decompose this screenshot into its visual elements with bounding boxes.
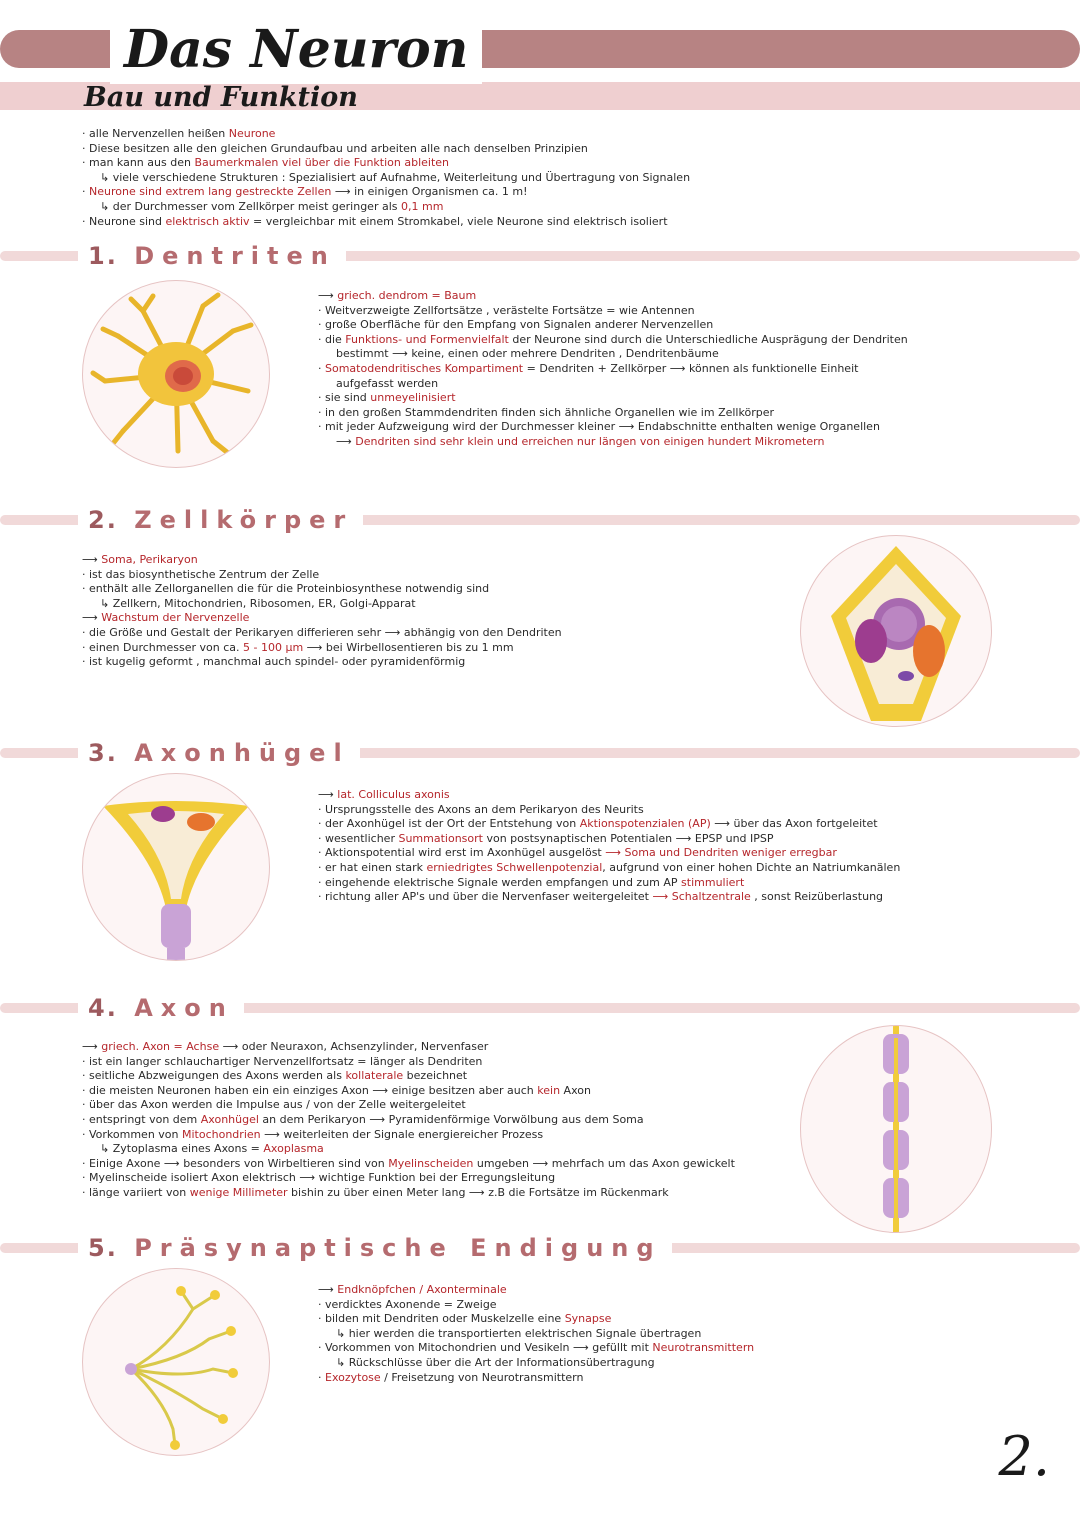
text-line bbox=[318, 890, 900, 905]
section-text-5 bbox=[318, 1283, 754, 1385]
text-segment: · über das Axon werden die Impulse aus / von der Zelle weitergeleitet bbox=[82, 1098, 466, 1112]
text-segment: · Vorkommen von Mitochondrien und Vesikeln ⟶ gefüllt mit bbox=[318, 1341, 653, 1355]
highlighted-text: Wachstum der Nervenzelle bbox=[101, 611, 250, 625]
text-line bbox=[318, 1356, 754, 1371]
text-line bbox=[318, 876, 900, 891]
text-segment: · verdicktes Axonende = Zweige bbox=[318, 1297, 497, 1311]
highlighted-text: Funktions- und Formenvielfalt bbox=[345, 332, 509, 346]
highlighted-text: Synapse bbox=[564, 1312, 612, 1326]
text-line bbox=[318, 435, 908, 450]
text-segment: · sie sind bbox=[318, 391, 371, 405]
section-heading-4: 4. Axon bbox=[78, 990, 244, 1026]
text-line bbox=[318, 377, 908, 392]
text-segment: · ist das biosynthetische Zentrum der Zelle bbox=[82, 567, 320, 581]
text-line bbox=[82, 215, 1042, 230]
text-segment: · Einige Axone ⟶ besonders von Wirbeltieren sind von bbox=[82, 1156, 389, 1170]
highlighted-text: stimmuliert bbox=[681, 875, 745, 889]
text-segment: · die bbox=[318, 332, 346, 346]
text-segment: · Aktionspotential wird erst im Axonhügel ausgelöst bbox=[318, 846, 606, 860]
text-segment: ↳ viele verschiedene Strukturen : Spezialisiert auf Aufnahme, Weiterleitung und Übertragung von Signalen bbox=[100, 170, 691, 184]
axon-illustration bbox=[800, 1025, 992, 1233]
text-line bbox=[82, 568, 562, 583]
text-line bbox=[82, 156, 1042, 171]
text-segment: bishin zu über einen Meter lang ⟶ z.B die Fortsätze im Rückenmark bbox=[287, 1185, 669, 1199]
text-line bbox=[82, 171, 1042, 186]
text-segment: · enthält alle Zellorganellen die für die Proteinbiosynthese notwendig sind bbox=[82, 582, 490, 596]
intro-list bbox=[82, 127, 1042, 229]
text-segment: bestimmt ⟶ keine, einen oder mehrere Dendriten , Dendritenbäume bbox=[336, 347, 719, 361]
highlighted-text: Endknöpfchen / Axonterminale bbox=[337, 1283, 507, 1296]
text-segment: · einen Durchmesser von ca. bbox=[82, 640, 243, 654]
text-segment: · die Größe und Gestalt der Perikaryen differieren sehr ⟶ abhängig von den Dendriten bbox=[82, 625, 562, 639]
text-segment: ↳ der Durchmesser vom Zellkörper meist geringer als bbox=[100, 199, 401, 213]
text-segment: / Freisetzung von Neurotransmittern bbox=[380, 1370, 584, 1384]
dendrite-illustration bbox=[82, 280, 270, 468]
text-segment: , aufgrund von einer hohen Dichte an Natriumkanälen bbox=[602, 860, 901, 874]
section-heading-1: 1. Dentriten bbox=[78, 238, 346, 274]
text-segment: · seitliche Abzweigungen des Axons werden als bbox=[82, 1069, 346, 1083]
highlighted-text: Mitochondrien bbox=[182, 1127, 261, 1141]
text-line bbox=[318, 420, 908, 435]
text-line bbox=[82, 200, 1042, 215]
text-line bbox=[318, 1298, 754, 1313]
axon-hillock-illustration bbox=[82, 773, 270, 961]
text-segment: · Weitverzweigte Zellfortsätze , verästelte Fortsätze = wie Antennen bbox=[318, 303, 695, 317]
text-line bbox=[82, 1069, 735, 1084]
highlighted-text: Axoplasma bbox=[263, 1142, 324, 1156]
text-line bbox=[82, 626, 562, 641]
highlighted-text: Soma, Perikaryon bbox=[101, 553, 198, 566]
page-subtitle: Bau und Funktion bbox=[84, 82, 358, 113]
highlighted-text: Exozytose bbox=[325, 1370, 381, 1384]
text-segment: · mit jeder Aufzweigung wird der Durchmesser kleiner ⟶ Endabschnitte enthalten wenige Organellen bbox=[318, 420, 880, 434]
highlighted-text: griech. Axon = Achse bbox=[101, 1040, 220, 1053]
highlighted-text: Neurone sind extrem lang gestreckte Zellen bbox=[89, 185, 332, 199]
text-line bbox=[318, 817, 900, 832]
section-text-3 bbox=[318, 788, 900, 905]
text-segment: · bbox=[318, 361, 325, 375]
highlighted-text: Neurotransmittern bbox=[652, 1341, 755, 1355]
text-segment: umgeben ⟶ mehrfach um das Axon gewickelt bbox=[473, 1156, 735, 1170]
text-segment: ⟶ in einigen Organismen ca. 1 m! bbox=[331, 185, 528, 199]
text-segment: · große Oberfläche für den Empfang von Signalen anderer Nervenzellen bbox=[318, 318, 714, 332]
text-line bbox=[82, 1040, 735, 1055]
page-title: Das Neuron bbox=[110, 16, 482, 84]
text-segment: · ist kugelig geformt , manchmal auch spindel- oder pyramidenförmig bbox=[82, 655, 466, 669]
text-line bbox=[82, 1113, 735, 1128]
highlighted-text: Neurone bbox=[228, 127, 276, 140]
text-segment: von postsynaptischen Potentialen ⟶ EPSP und IPSP bbox=[482, 831, 774, 845]
text-segment: · in den großen Stammdendriten finden sich ähnliche Organellen wie im Zellkörper bbox=[318, 405, 774, 419]
text-line bbox=[318, 1341, 754, 1356]
text-line bbox=[318, 362, 908, 377]
text-segment: ↳ Zytoplasma eines Axons = bbox=[100, 1142, 264, 1156]
text-segment: ⟶ bbox=[318, 1283, 338, 1296]
highlighted-text: 0,1 mm bbox=[401, 199, 444, 213]
text-segment: ↳ Zellkern, Mitochondrien, Ribosomen, ER, Golgi-Apparat bbox=[100, 596, 416, 610]
text-segment: ⟶ bbox=[318, 788, 338, 801]
highlighted-text: Dendriten sind sehr klein und erreichen nur längen von einigen hundert Mikrometern bbox=[355, 434, 825, 448]
highlighted-text: Aktionspotenzialen (AP) bbox=[579, 817, 711, 831]
text-line bbox=[82, 1084, 735, 1099]
text-segment: · Neurone sind bbox=[82, 214, 166, 228]
text-segment: · er hat einen stark bbox=[318, 860, 427, 874]
text-segment: = vergleichbar mit einem Stromkabel, viele Neurone sind elektrisch isoliert bbox=[249, 214, 668, 228]
text-segment: bezeichnet bbox=[403, 1069, 468, 1083]
text-line bbox=[82, 1055, 735, 1070]
text-segment: ⟶ bei Wirbellosentieren bis zu 1 mm bbox=[303, 640, 514, 654]
text-line bbox=[318, 1327, 754, 1342]
text-line bbox=[82, 142, 1042, 157]
soma-illustration bbox=[800, 535, 992, 727]
highlighted-text: wenige Millimeter bbox=[189, 1185, 288, 1199]
text-segment: der Neurone sind durch die Unterschiedliche Ausprägung der Dendriten bbox=[508, 332, 908, 346]
text-segment: aufgefasst werden bbox=[336, 376, 439, 390]
text-line bbox=[318, 1371, 754, 1386]
highlighted-text: kollaterale bbox=[345, 1069, 404, 1083]
text-segment: · man kann aus den bbox=[82, 156, 195, 170]
text-line bbox=[82, 655, 562, 670]
text-segment: · die meisten Neuronen haben ein ein einziges Axon ⟶ einige besitzen aber auch bbox=[82, 1083, 538, 1097]
text-segment: · Vorkommen von bbox=[82, 1127, 182, 1141]
text-line bbox=[82, 1186, 735, 1201]
text-segment: · der Axonhügel ist der Ort der Entstehung von bbox=[318, 817, 580, 831]
highlighted-text: elektrisch aktiv bbox=[165, 214, 250, 228]
text-segment: ⟶ bbox=[82, 1040, 102, 1053]
text-line bbox=[318, 832, 900, 847]
text-line bbox=[82, 1128, 735, 1143]
text-segment: , sonst Reizüberlastung bbox=[750, 890, 884, 904]
highlighted-text: ⟶ Soma und Dendriten weniger erregbar bbox=[605, 846, 837, 860]
section-text-2 bbox=[82, 553, 562, 670]
text-segment: ⟶ oder Neuraxon, Achsenzylinder, Nervenfaser bbox=[219, 1040, 489, 1053]
highlighted-text: Summationsort bbox=[398, 831, 483, 845]
text-line bbox=[318, 788, 900, 803]
highlighted-text: lat. Colliculus axonis bbox=[337, 788, 450, 801]
text-line bbox=[82, 1157, 735, 1172]
text-line bbox=[82, 641, 562, 656]
highlighted-text: ⟶ Schaltzentrale bbox=[652, 890, 751, 904]
synapse-terminal-illustration bbox=[82, 1268, 270, 1456]
highlighted-text: Somatodendritisches Kompartiment bbox=[325, 361, 524, 375]
page-number: 2. bbox=[998, 1425, 1050, 1488]
text-segment: ↳ hier werden die transportierten elektrischen Signale übertragen bbox=[336, 1326, 702, 1340]
text-line bbox=[318, 391, 908, 406]
text-line bbox=[318, 803, 900, 818]
text-line bbox=[318, 1312, 754, 1327]
text-line bbox=[82, 582, 562, 597]
text-segment: · Myelinscheide isoliert Axon elektrisch ⟶ wichtige Funktion bei der Erregungsleitung bbox=[82, 1171, 556, 1185]
section-text-4 bbox=[82, 1040, 735, 1201]
text-line bbox=[82, 611, 562, 626]
text-line bbox=[82, 1171, 735, 1186]
highlighted-text: Myelinscheiden bbox=[388, 1156, 474, 1170]
text-segment: ⟶ bbox=[336, 434, 356, 448]
text-line bbox=[318, 406, 908, 421]
text-segment: · bilden mit Dendriten oder Muskelzelle eine bbox=[318, 1312, 565, 1326]
text-line bbox=[318, 318, 908, 333]
section-text-1 bbox=[318, 289, 908, 450]
highlighted-text: Baumerkmalen viel über die Funktion ableiten bbox=[194, 156, 450, 170]
text-line bbox=[82, 185, 1042, 200]
highlighted-text: erniedrigtes Schwellenpotenzial bbox=[426, 860, 603, 874]
text-line bbox=[318, 861, 900, 876]
text-segment: · richtung aller AP's und über die Nervenfaser weitergeleitet bbox=[318, 890, 653, 904]
text-line bbox=[82, 1142, 735, 1157]
text-line bbox=[82, 127, 1042, 142]
text-segment: · ist ein langer schlauchartiger Nervenzellfortsatz = länger als Dendriten bbox=[82, 1054, 483, 1068]
text-segment: ⟶ über das Axon fortgeleitet bbox=[710, 817, 878, 831]
section-heading-5: 5. Präsynaptische Endigung bbox=[78, 1230, 672, 1266]
text-segment: ⟶ bbox=[82, 611, 102, 625]
text-segment: ⟶ bbox=[82, 553, 102, 566]
section-heading-3: 3. Axonhügel bbox=[78, 735, 360, 771]
text-segment: ↳ Rückschlüsse über die Art der Informationsübertragung bbox=[336, 1355, 655, 1369]
text-line bbox=[82, 1098, 735, 1113]
section-heading-2: 2. Zellkörper bbox=[78, 502, 363, 538]
text-line bbox=[318, 1283, 754, 1298]
text-segment: · länge variiert von bbox=[82, 1185, 190, 1199]
text-segment: · bbox=[82, 185, 89, 199]
text-segment: · wesentlicher bbox=[318, 831, 399, 845]
highlighted-text: kein bbox=[537, 1083, 561, 1097]
text-line bbox=[318, 347, 908, 362]
highlighted-text: Axonhügel bbox=[200, 1112, 259, 1126]
text-line bbox=[318, 333, 908, 348]
text-segment: Axon bbox=[560, 1083, 591, 1097]
text-line bbox=[318, 846, 900, 861]
text-segment: · alle Nervenzellen heißen bbox=[82, 127, 229, 140]
text-segment: · eingehende elektrische Signale werden empfangen und zum AP bbox=[318, 875, 682, 889]
text-segment: an dem Perikaryon ⟶ Pyramidenförmige Vorwölbung aus dem Soma bbox=[258, 1112, 644, 1126]
highlighted-text: griech. dendrom = Baum bbox=[337, 289, 477, 302]
text-line bbox=[318, 304, 908, 319]
text-segment: · bbox=[318, 1370, 325, 1384]
text-segment: · entspringt von dem bbox=[82, 1112, 201, 1126]
text-segment: · Diese besitzen alle den gleichen Grundaufbau und arbeiten alle nach denselben Prinzipien bbox=[82, 141, 588, 155]
highlighted-text: 5 - 100 µm bbox=[243, 640, 304, 654]
text-segment: ⟶ bbox=[318, 289, 338, 302]
highlighted-text: unmeyelinisiert bbox=[370, 391, 456, 405]
text-segment: · Ursprungsstelle des Axons an dem Perikaryon des Neurits bbox=[318, 802, 644, 816]
text-line bbox=[318, 289, 908, 304]
text-segment: = Dendriten + Zellkörper ⟶ können als funktionelle Einheit bbox=[523, 361, 859, 375]
text-segment: ⟶ weiterleiten der Signale energiereicher Prozess bbox=[260, 1127, 544, 1141]
text-line bbox=[82, 597, 562, 612]
text-line bbox=[82, 553, 562, 568]
